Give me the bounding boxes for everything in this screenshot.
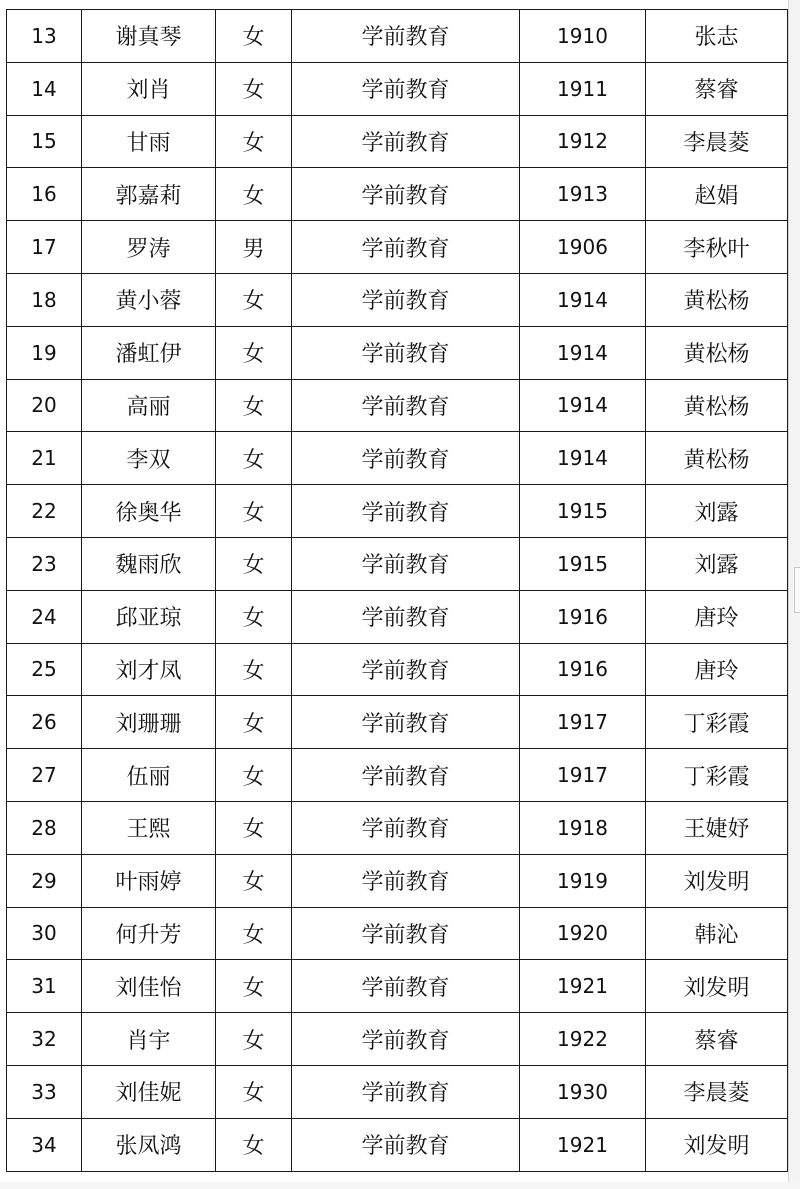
- cell-teacher: 张志: [646, 10, 788, 63]
- cell-number: 19: [7, 326, 82, 379]
- cell-teacher: 黄松杨: [646, 273, 788, 326]
- cell-number: 13: [7, 10, 82, 63]
- cell-number: 26: [7, 696, 82, 749]
- cell-teacher: 黄松杨: [646, 379, 788, 432]
- cell-major: 学前教育: [292, 485, 520, 538]
- cell-number: 20: [7, 379, 82, 432]
- table-row: [7, 907, 788, 960]
- cell-number: 28: [7, 801, 82, 854]
- cell-number: 21: [7, 432, 82, 485]
- cell-class: 1914: [520, 273, 646, 326]
- cell-number: 27: [7, 749, 82, 802]
- cell-class: 1912: [520, 115, 646, 168]
- cell-gender: 女: [216, 10, 292, 63]
- cell-major: 学前教育: [292, 115, 520, 168]
- cell-number: 18: [7, 273, 82, 326]
- table-row: [7, 1065, 788, 1118]
- cell-student-name: 叶雨婷: [82, 854, 216, 907]
- cell-number: 22: [7, 485, 82, 538]
- cell-student-name: 肖宇: [82, 1013, 216, 1066]
- cell-class: 1916: [520, 590, 646, 643]
- cell-class: 1922: [520, 1013, 646, 1066]
- cell-class: 1913: [520, 168, 646, 221]
- cell-gender: 女: [216, 1013, 292, 1066]
- cell-teacher: 李晨菱: [646, 115, 788, 168]
- table-row: [7, 643, 788, 696]
- cell-major: 学前教育: [292, 1118, 520, 1171]
- cell-class: 1915: [520, 485, 646, 538]
- cell-class: 1921: [520, 960, 646, 1013]
- cell-major: 学前教育: [292, 801, 520, 854]
- table-row: [7, 221, 788, 274]
- table-row: [7, 62, 788, 115]
- cell-student-name: 徐奥华: [82, 485, 216, 538]
- table-row: [7, 1118, 788, 1171]
- cell-number: 24: [7, 590, 82, 643]
- cell-teacher: 唐玲: [646, 643, 788, 696]
- cell-class: 1916: [520, 643, 646, 696]
- table-row: [7, 749, 788, 802]
- table-row: [7, 696, 788, 749]
- cell-teacher: 丁彩霞: [646, 749, 788, 802]
- cell-gender: 女: [216, 485, 292, 538]
- cell-major: 学前教育: [292, 168, 520, 221]
- cell-student-name: 刘才凤: [82, 643, 216, 696]
- cell-student-name: 魏雨欣: [82, 537, 216, 590]
- cell-class: 1906: [520, 221, 646, 274]
- cell-student-name: 甘雨: [82, 115, 216, 168]
- cell-teacher: 唐玲: [646, 590, 788, 643]
- cell-gender: 女: [216, 432, 292, 485]
- cell-major: 学前教育: [292, 854, 520, 907]
- cell-number: 34: [7, 1118, 82, 1171]
- cell-student-name: 高丽: [82, 379, 216, 432]
- table-row: [7, 801, 788, 854]
- cell-gender: 男: [216, 221, 292, 274]
- table-row: [7, 590, 788, 643]
- cell-student-name: 郭嘉莉: [82, 168, 216, 221]
- cell-major: 学前教育: [292, 1065, 520, 1118]
- cell-class: 1918: [520, 801, 646, 854]
- cell-major: 学前教育: [292, 379, 520, 432]
- cell-class: 1914: [520, 432, 646, 485]
- cell-gender: 女: [216, 115, 292, 168]
- cell-gender: 女: [216, 696, 292, 749]
- cell-teacher: 蔡睿: [646, 62, 788, 115]
- table-row: [7, 379, 788, 432]
- table-row: [7, 10, 788, 63]
- cell-number: 25: [7, 643, 82, 696]
- viewer-edge-marker: [794, 567, 800, 613]
- cell-gender: 女: [216, 273, 292, 326]
- table-row: [7, 326, 788, 379]
- cell-major: 学前教育: [292, 537, 520, 590]
- cell-number: 30: [7, 907, 82, 960]
- cell-major: 学前教育: [292, 643, 520, 696]
- cell-class: 1915: [520, 537, 646, 590]
- table-row: [7, 115, 788, 168]
- cell-gender: 女: [216, 326, 292, 379]
- cell-class: 1914: [520, 379, 646, 432]
- cell-class: 1930: [520, 1065, 646, 1118]
- cell-number: 31: [7, 960, 82, 1013]
- cell-major: 学前教育: [292, 62, 520, 115]
- cell-student-name: 伍丽: [82, 749, 216, 802]
- cell-gender: 女: [216, 907, 292, 960]
- cell-major: 学前教育: [292, 749, 520, 802]
- cell-teacher: 刘发明: [646, 854, 788, 907]
- cell-class: 1921: [520, 1118, 646, 1171]
- cell-teacher: 黄松杨: [646, 326, 788, 379]
- cell-number: 32: [7, 1013, 82, 1066]
- cell-student-name: 邱亚琼: [82, 590, 216, 643]
- cell-major: 学前教育: [292, 221, 520, 274]
- cell-number: 15: [7, 115, 82, 168]
- cell-class: 1917: [520, 696, 646, 749]
- cell-class: 1910: [520, 10, 646, 63]
- cell-major: 学前教育: [292, 696, 520, 749]
- cell-student-name: 罗涛: [82, 221, 216, 274]
- cell-gender: 女: [216, 62, 292, 115]
- cell-major: 学前教育: [292, 590, 520, 643]
- cell-student-name: 谢真琴: [82, 10, 216, 63]
- cell-number: 17: [7, 221, 82, 274]
- cell-gender: 女: [216, 749, 292, 802]
- cell-major: 学前教育: [292, 10, 520, 63]
- cell-gender: 女: [216, 168, 292, 221]
- cell-teacher: 李秋叶: [646, 221, 788, 274]
- cell-gender: 女: [216, 1065, 292, 1118]
- table-row: [7, 273, 788, 326]
- cell-number: 29: [7, 854, 82, 907]
- cell-student-name: 刘佳怡: [82, 960, 216, 1013]
- cell-student-name: 刘珊珊: [82, 696, 216, 749]
- cell-teacher: 丁彩霞: [646, 696, 788, 749]
- cell-student-name: 李双: [82, 432, 216, 485]
- cell-class: 1911: [520, 62, 646, 115]
- cell-teacher: 刘发明: [646, 1118, 788, 1171]
- cell-gender: 女: [216, 643, 292, 696]
- cell-gender: 女: [216, 537, 292, 590]
- cell-student-name: 刘肖: [82, 62, 216, 115]
- cell-major: 学前教育: [292, 960, 520, 1013]
- cell-major: 学前教育: [292, 432, 520, 485]
- cell-gender: 女: [216, 960, 292, 1013]
- roster-body: [7, 10, 788, 1172]
- cell-teacher: 刘发明: [646, 960, 788, 1013]
- cell-teacher: 刘露: [646, 485, 788, 538]
- cell-teacher: 刘露: [646, 537, 788, 590]
- cell-teacher: 黄松杨: [646, 432, 788, 485]
- table-row: [7, 485, 788, 538]
- cell-class: 1919: [520, 854, 646, 907]
- cell-teacher: 赵娟: [646, 168, 788, 221]
- cell-teacher: 王婕妤: [646, 801, 788, 854]
- cell-number: 23: [7, 537, 82, 590]
- cell-class: 1914: [520, 326, 646, 379]
- cell-student-name: 张凤鸿: [82, 1118, 216, 1171]
- cell-student-name: 何升芳: [82, 907, 216, 960]
- viewer-bottom-edge: [0, 1182, 800, 1189]
- cell-major: 学前教育: [292, 273, 520, 326]
- cell-major: 学前教育: [292, 326, 520, 379]
- cell-major: 学前教育: [292, 1013, 520, 1066]
- table-row: [7, 537, 788, 590]
- cell-gender: 女: [216, 801, 292, 854]
- cell-class: 1920: [520, 907, 646, 960]
- cell-gender: 女: [216, 854, 292, 907]
- cell-class: 1917: [520, 749, 646, 802]
- table-row: [7, 960, 788, 1013]
- cell-teacher: 韩沁: [646, 907, 788, 960]
- table-row: [7, 1013, 788, 1066]
- cell-teacher: 李晨菱: [646, 1065, 788, 1118]
- table-row: [7, 168, 788, 221]
- cell-number: 33: [7, 1065, 82, 1118]
- cell-student-name: 黄小蓉: [82, 273, 216, 326]
- cell-gender: 女: [216, 379, 292, 432]
- cell-student-name: 王熙: [82, 801, 216, 854]
- cell-student-name: 刘佳妮: [82, 1065, 216, 1118]
- cell-student-name: 潘虹伊: [82, 326, 216, 379]
- table-row: [7, 432, 788, 485]
- table-row: [7, 854, 788, 907]
- cell-gender: 女: [216, 1118, 292, 1171]
- cell-gender: 女: [216, 590, 292, 643]
- cell-number: 14: [7, 62, 82, 115]
- student-roster-table: [6, 9, 788, 1172]
- cell-teacher: 蔡睿: [646, 1013, 788, 1066]
- cell-number: 16: [7, 168, 82, 221]
- cell-major: 学前教育: [292, 907, 520, 960]
